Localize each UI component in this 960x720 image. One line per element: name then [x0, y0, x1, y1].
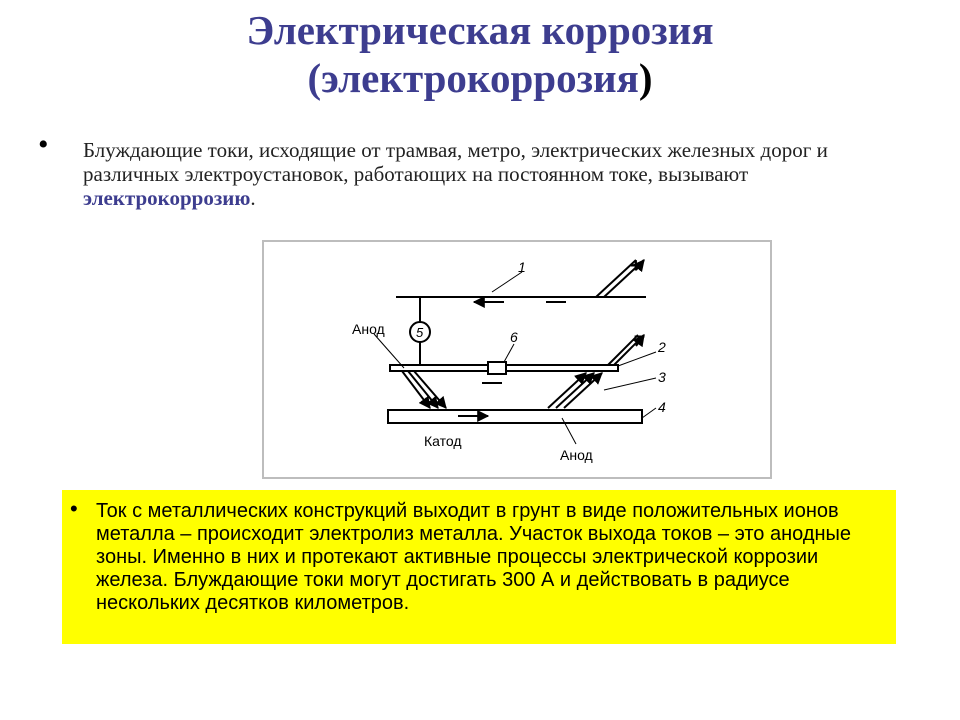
note-box	[62, 490, 896, 644]
label-4: 4	[658, 399, 666, 415]
title-line-2	[0, 54, 960, 102]
label-cathode: Катод	[424, 433, 462, 449]
label-plus: +	[630, 255, 642, 277]
device-6	[488, 362, 506, 374]
label-3: 3	[658, 369, 666, 385]
label-5: 5	[416, 325, 424, 340]
label-1: 1	[518, 259, 526, 275]
note-bullet-symbol: •	[70, 496, 78, 521]
label-anode-top: Анод	[352, 321, 385, 337]
title-line-1: Электрическая коррозия	[246, 7, 714, 53]
bullet-symbol: •	[38, 128, 49, 161]
label-anode-bottom: Анод	[560, 447, 593, 463]
label-minus: –	[634, 325, 646, 347]
title-line-2-text: (электрокоррозия	[307, 55, 639, 101]
label-6: 6	[510, 329, 518, 345]
pipeline-4	[388, 410, 642, 423]
bullet-text-main: Блуждающие токи, исходящие от трамвая, метро, электрических железных дорог и различных электроустановок, работающих на постоянном токе, вызывают	[83, 138, 828, 186]
label-2: 2	[658, 339, 666, 355]
diagram-svg	[264, 242, 770, 477]
title-closing-paren: )	[638, 55, 653, 101]
note-text: Ток с металлических конструкций выходит в грунт в виде положительных ионов металла – происходит электролиз металла. Участок выхода токов – это анодные зоны. Именно в них и протекают активные процессы электрической коррозии железа. Блуждающие токи могут достигать 300 А и действовать в радиусе нескольких десятков километров.	[96, 500, 852, 614]
corrosion-diagram	[262, 240, 772, 479]
bullet-text	[83, 138, 843, 210]
bullet-text-end: .	[250, 186, 256, 210]
bullet-highlight: электрокоррозию	[83, 186, 251, 210]
slide-title	[0, 6, 960, 102]
